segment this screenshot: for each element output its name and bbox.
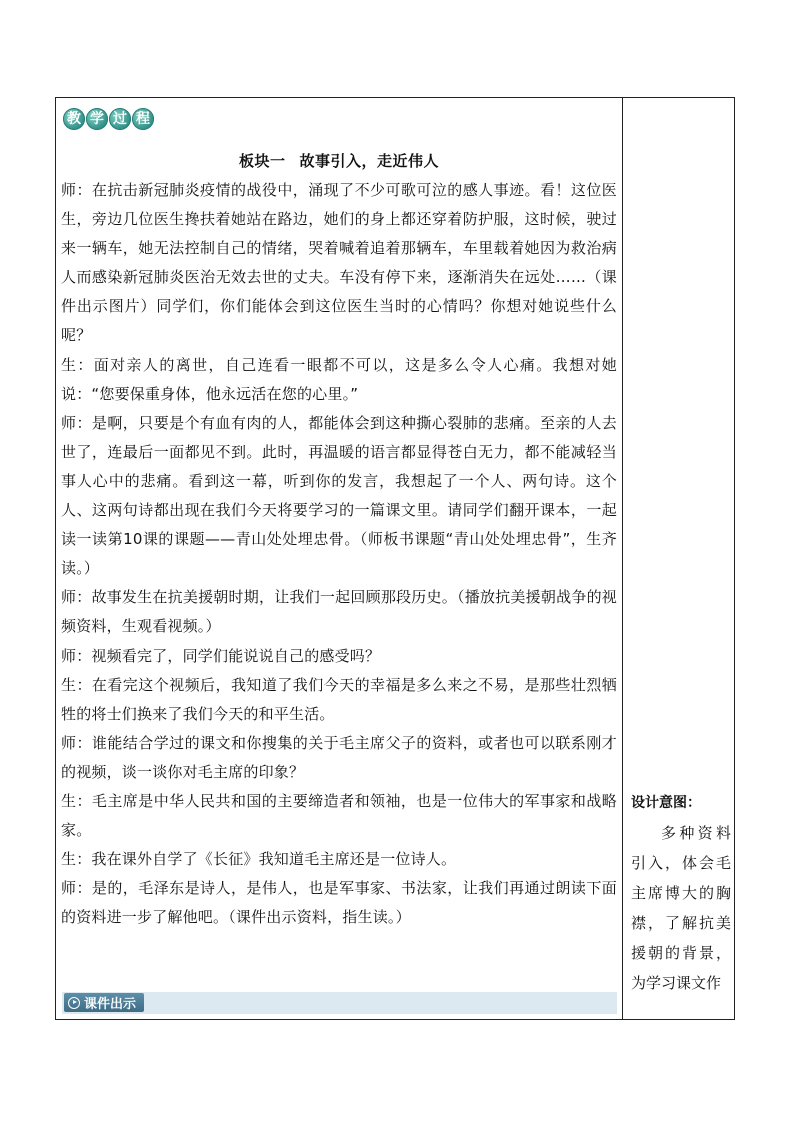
badge-char: 程 xyxy=(132,108,154,130)
play-circle-icon xyxy=(68,997,80,1009)
design-intent-column xyxy=(629,98,731,1019)
badge-char: 教 xyxy=(63,108,85,130)
courseware-button[interactable] xyxy=(64,993,144,1012)
dialogue-paragraph: 师：视频看完了，同学们能说说自己的感受吗？ xyxy=(61,646,381,665)
teaching-process-column xyxy=(61,102,617,1016)
dialogue-paragraph: 师：谁能结合学过的课文和你搜集的关于毛主席父子的资料，或者也可以联系刚才的视频，谈一谈你对毛主席的印象？ xyxy=(61,733,617,781)
dialogue-paragraph: 师：是的，毛泽东是诗人，是伟人，也是军事家、书法家，让我们再通过朗读下面的资料进一步了解他吧。（课件出示资料，指生读。） xyxy=(61,879,617,927)
dialogue-paragraph: 生：毛主席是中华人民共和国的主要缔造者和领袖，也是一位伟大的军事家和战略家。 xyxy=(61,791,617,840)
dialogue-paragraph: 生：在看完这个视频后，我知道了我们今天的幸福是多么来之不易，是那些壮烈牺牲的将士们换来了我们今天的和平生活。 xyxy=(61,675,617,723)
courseware-label: 课件出示 xyxy=(84,997,137,1012)
section-title xyxy=(61,150,617,171)
badge-char: 过 xyxy=(109,108,131,130)
design-intent-heading: 设计意图： xyxy=(631,795,701,811)
column-divider xyxy=(622,98,623,1019)
badge-char: 学 xyxy=(86,108,108,130)
lesson-table xyxy=(55,97,735,1020)
dialogue-paragraph: 生：面对亲人的离世，自己连看一眼都不可以，这是多么令人心痛。我想对她说：“您要保重身体，他永远活在您的心里。” xyxy=(61,355,617,403)
teaching-process-badge xyxy=(63,108,154,133)
lesson-dialogue xyxy=(61,176,617,932)
design-intent-text: 多种资料引入，体会毛主席博大的胸襟，了解抗美援朝的背景，为学习课文作 xyxy=(631,824,731,992)
dialogue-paragraph: 师：故事发生在抗美援朝时期，让我们一起回顾那段历史。（播放抗美援朝战争的视频资料，生观看视频。） xyxy=(61,588,617,636)
section-number: 板块一 xyxy=(238,152,286,170)
dialogue-paragraph: 生：我在课外自学了《长征》我知道毛主席还是一位诗人。 xyxy=(61,850,457,869)
dialogue-paragraph: 师：是啊，只要是个有血有肉的人，都能体会到这种撕心裂肺的悲痛。至亲的人去世了，连最后一面都见不到。此时，再温暖的语言都显得苍白无力，都不能减轻当事人心中的悲痛。看到这一幕，听到你的发言，我想起了一个人、两句诗。这个人、这两句诗都出现在我们今天将要学习的一篇课文里。请同学们翻开课本，一起读一读第10课的课题——青山处处埋忠骨。（师板书课题“青山处处埋忠骨”，生齐读。） xyxy=(61,413,617,578)
dialogue-paragraph: 师：在抗击新冠肺炎疫情的战役中，涌现了不少可歌可泣的感人事迹。看！这位医生，旁边几位医生搀扶着她站在路边，她们的身上都还穿着防护服，这时候，驶过来一辆车，她无法控制自己的情绪，哭着喊着追着那辆车，车里载着她因为救治病人而感染新冠肺炎医治无效去世的丈夫。车没有停下来，逐渐消失在远处……（课件出示图片）同学们，你们能体会到这位医生当时的心情吗？你想对她说些什么呢？ xyxy=(61,181,617,345)
courseware-bar xyxy=(62,992,617,1014)
section-name: 故事引入，走近伟人 xyxy=(299,152,440,170)
